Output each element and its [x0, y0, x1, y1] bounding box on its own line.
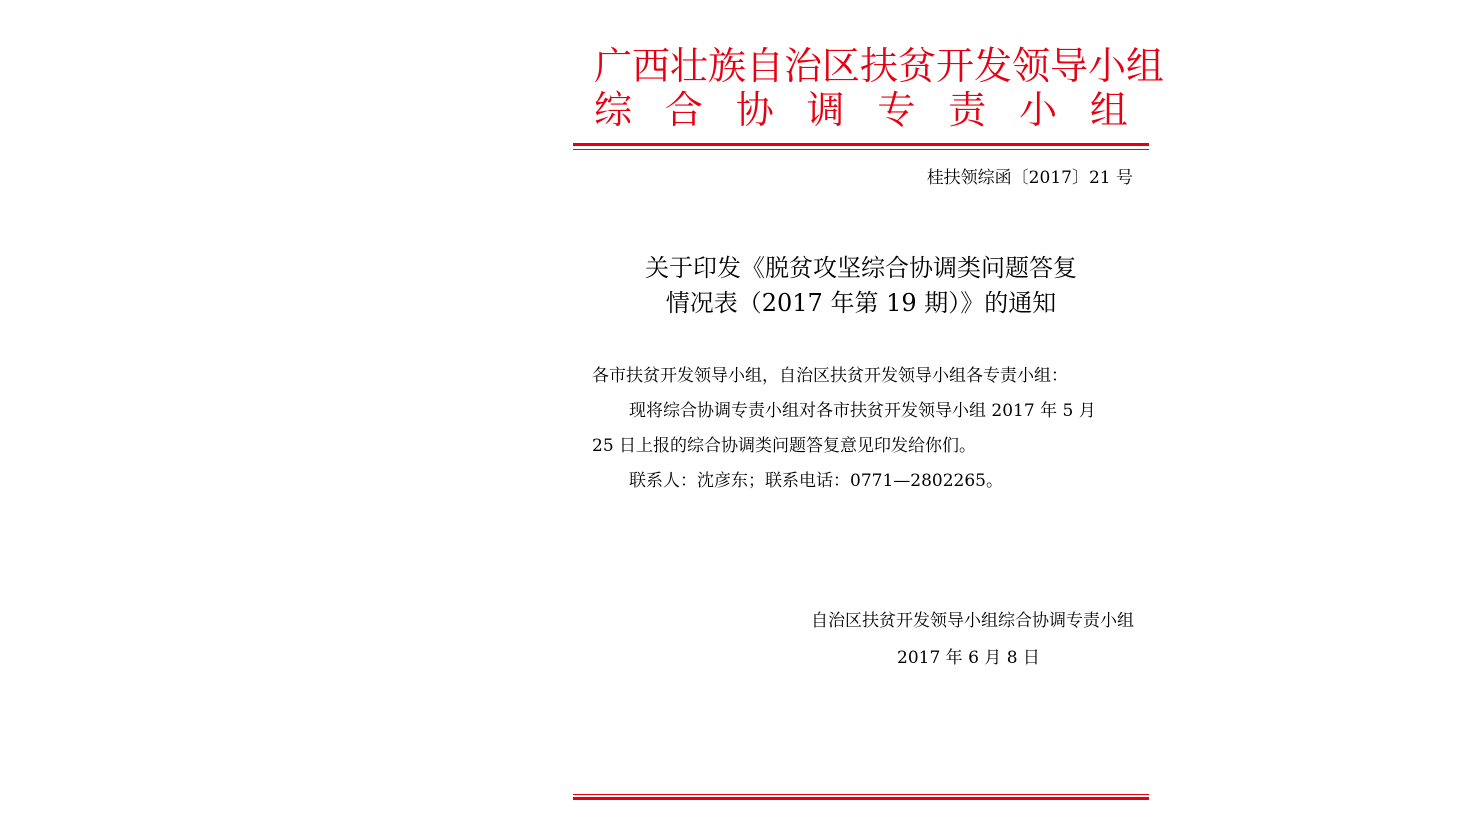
body-paragraph-line2: 25 日上报的综合协调类问题答复意见印发给你们。: [592, 436, 977, 456]
addressee: 各市扶贫开发领导小组，自治区扶贫开发领导小组各专责小组：: [592, 366, 1068, 386]
header-char: 协: [735, 88, 774, 132]
document-title-line2: 情况表（2017 年第 19 期）》的通知: [665, 289, 1057, 317]
header-red-rule-thin: [573, 149, 1149, 150]
header-char: 综: [594, 88, 633, 132]
signature-issuer: 自治区扶贫开发领导小组综合协调专责小组: [811, 611, 1134, 631]
signature-date: 2017 年 6 月 8 日: [897, 648, 1040, 668]
contact-info: 联系人：沈彦东；联系电话：0771—2802265。: [629, 471, 1003, 491]
footer-red-rule-thick: [573, 797, 1149, 800]
document-number: 桂扶领综函〔2017〕21 号: [926, 168, 1133, 188]
issuing-authority-header-line2: [594, 88, 1128, 132]
header-char: 责: [948, 88, 987, 132]
header-char: 合: [664, 88, 703, 132]
header-char: 组: [1089, 88, 1128, 132]
header-red-rule-thick: [573, 143, 1149, 146]
header-char: 小: [1019, 88, 1058, 132]
body-paragraph-line1: 现将综合协调专责小组对各市扶贫开发领导小组 2017 年 5 月: [629, 401, 1096, 421]
header-char: 调: [806, 88, 845, 132]
footer-red-rule-thin: [573, 794, 1149, 795]
issuing-authority-header-line1: 广西壮族自治区扶贫开发领导小组: [594, 44, 1165, 88]
header-char: 专: [877, 88, 916, 132]
document-title-line1: 关于印发《脱贫攻坚综合协调类问题答复: [645, 254, 1077, 282]
